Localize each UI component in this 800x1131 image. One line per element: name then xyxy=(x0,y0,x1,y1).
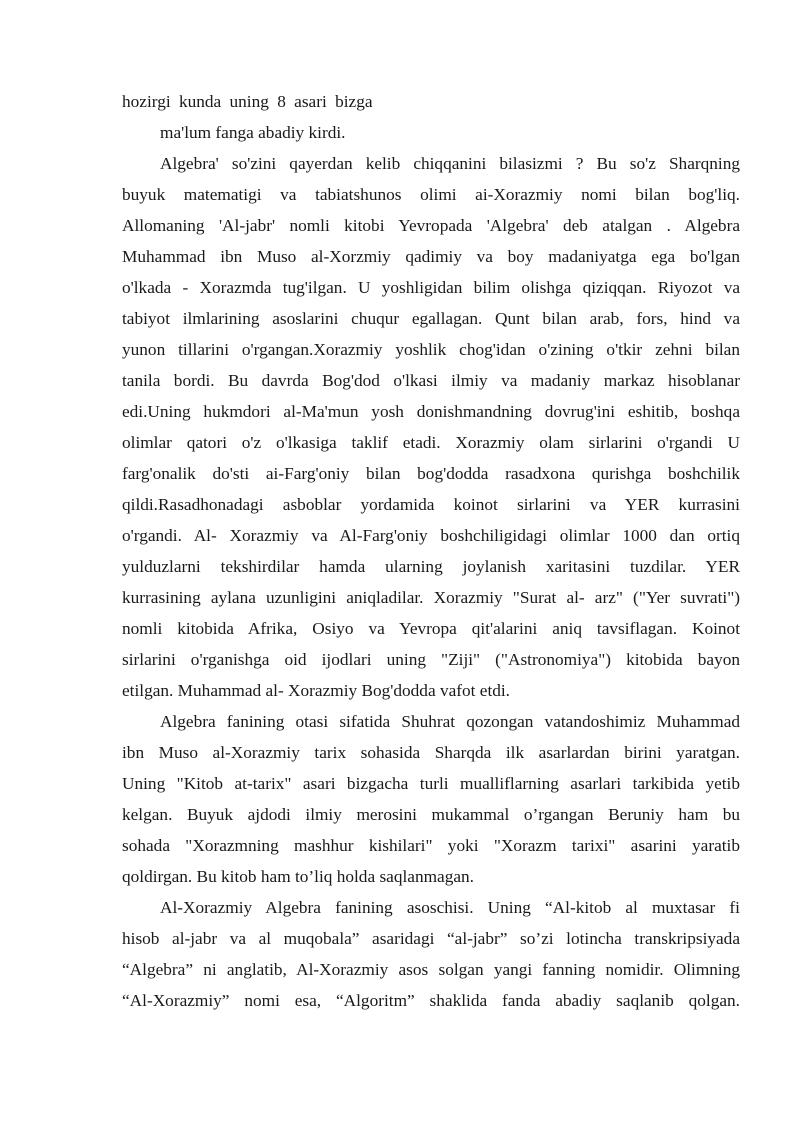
text-line: “Algebra” ni anglatib, Al-Xorazmiy asos solgan yangi fanning nomidir. Olimning xyxy=(122,960,740,979)
text-line: etilgan. Muhammad al- Xorazmiy Bog'dodda vafot etdi. xyxy=(122,681,511,700)
text-line: “Al-Xorazmiy” nomi esa, “Algoritm” shaklida fanda abadiy saqlanib qolgan. xyxy=(122,991,740,1010)
text-line: sirlarini o'rganishga oid ijodlari uning "Ziji" ("Astronomiya") kitobida bayon xyxy=(122,650,740,669)
text-line: o'rgandi. Al- Xorazmiy va Al-Farg'oniy boshchiligidagi olimlar 1000 dan ortiq xyxy=(122,526,740,545)
text-line: olimlar qatori o'z o'lkasiga taklif etadi. Xorazmiy olam sirlarini o'rgandi U xyxy=(122,433,740,452)
text-line: ma'lum fanga abadiy kirdi. xyxy=(160,123,346,142)
text-line: ibn Muso al-Xorazmiy tarix sohasida Sharqda ilk asarlardan birini yaratgan. xyxy=(122,743,740,762)
text-line: kurrasining aylana uzunligini aniqladilar. Xorazmiy "Surat al- arz" ("Yer suvrati") xyxy=(122,588,740,607)
text-line: nomli kitobida Afrika, Osiyo va Yevropa qit'alarini aniq tavsiflagan. Koinot xyxy=(122,619,740,638)
text-line: Allomaning 'Al-jabr' nomli kitobi Yevropada 'Algebra' deb atalgan . Algebra xyxy=(122,216,740,235)
text-line: buyuk matematigi va tabiatshunos olimi ai-Xorazmiy nomi bilan bog'liq. xyxy=(122,185,740,204)
text-line: farg'onalik do'sti ai-Farg'oniy bilan bog'dodda rasadxona qurishga boshchilik xyxy=(122,464,740,483)
text-line: kelgan. Buyuk ajdodi ilmiy merosini mukammal o’rgangan Beruniy ham bu xyxy=(122,805,740,824)
text-line: Algebra fanining otasi sifatida Shuhrat qozongan vatandoshimiz Muhammad xyxy=(160,712,740,731)
text-line: edi.Uning hukmdori al-Ma'mun yosh donishmandning dovrug'ini eshitib, boshqa xyxy=(122,402,740,421)
text-line: Al-Xorazmiy Algebra fanining asoschisi. Uning “Al-kitob al muxtasar fi xyxy=(160,898,740,917)
text-line: yunon tillarini o'rgangan.Xorazmiy yoshlik chog'idan o'zining o'tkir zehni bilan xyxy=(122,340,740,359)
text-line: qoldirgan. Bu kitob ham to’liq holda saqlanmagan. xyxy=(122,867,474,886)
text-line: yulduzlarni tekshirdilar hamda ularning joylanish xaritasini tuzdilar. YER xyxy=(122,557,740,576)
text-line: qildi.Rasadhonadagi asboblar yordamida koinot sirlarini va YER kurrasini xyxy=(122,495,740,514)
document-body xyxy=(122,86,740,1016)
text-line: Algebra' so'zini qayerdan kelib chiqqanini bilasizmi ? Bu so'z Sharqning xyxy=(160,154,740,173)
text-line: tanila bordi. Bu davrda Bog'dod o'lkasi ilmiy va madaniy markaz hisoblanar xyxy=(122,371,740,390)
text-line: sohada "Xorazmning mashhur kishilari" yoki "Xorazm tarixi" asarini yaratib xyxy=(122,836,740,855)
text-line: tabiyot ilmlarining asoslarini chuqur egallagan. Qunt bilan arab, fors, hind va xyxy=(122,309,740,328)
text-line: Uning "Kitob at-tarix" asari bizgacha turli mualliflarning asarlari tarkibida yetib xyxy=(122,774,740,793)
text-line: hozirgi kunda uning 8 asari bizga xyxy=(122,92,373,111)
text-line: hisob al-jabr va al muqobala” asaridagi “al-jabr” so’zi lotincha transkripsiyada xyxy=(122,929,740,948)
text-line: Muhammad ibn Muso al-Xorzmiy qadimiy va boy madaniyatga ega bo'lgan xyxy=(122,247,740,266)
text-line: o'lkada - Xorazmda tug'ilgan. U yoshligidan bilim olishga qiziqqan. Riyozot va xyxy=(122,278,740,297)
